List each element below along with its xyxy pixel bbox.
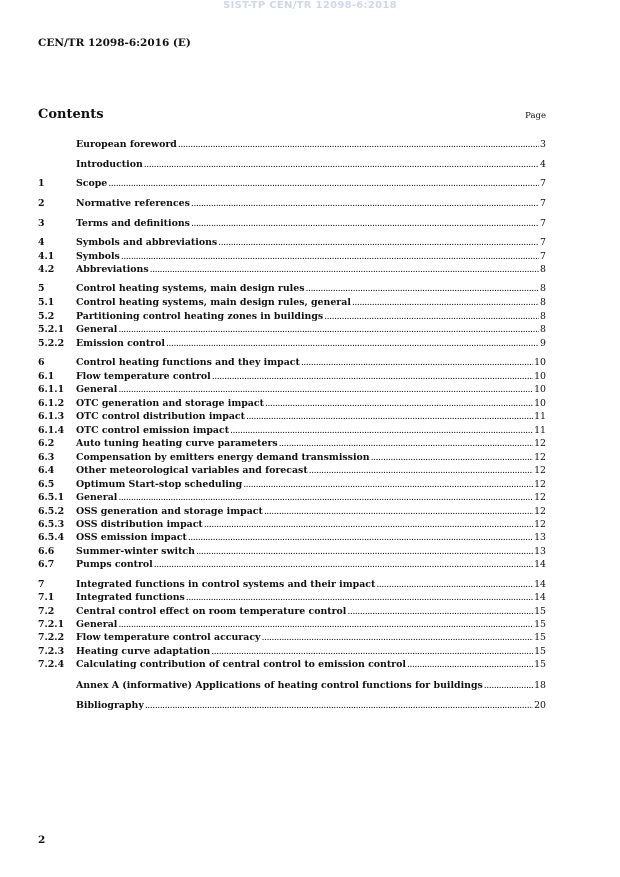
toc-entry[interactable] [38,197,546,211]
toc-entry-title[interactable]: Optimum Start-stop scheduling [76,479,243,490]
toc-entry-page: 15 [534,646,546,657]
dot-leader [196,545,533,559]
toc-entry-page: 15 [534,632,546,643]
toc-entry-page: 14 [534,579,546,590]
dot-leader [243,478,533,492]
toc-entry-title[interactable]: General [76,324,118,335]
toc-entry-number: 5.2.1 [38,324,65,335]
toc-entry-number: 7.2.3 [38,646,65,657]
toc-entry-number: 6.6 [38,546,55,557]
dot-leader [150,263,539,277]
page-number: 2 [38,834,46,846]
toc-entry-number: 6.5.2 [38,506,65,517]
toc-entry-title[interactable]: Abbreviations [76,264,149,275]
toc-entry[interactable] [38,618,546,632]
toc-entry-number: 5.2.2 [38,338,65,349]
toc-entry[interactable] [38,397,546,411]
toc-entry[interactable] [38,491,546,505]
toc-entry[interactable] [38,518,546,532]
toc-entry-page: 7 [540,218,546,229]
toc-entry-page: 12 [534,479,546,490]
toc-entry-title[interactable]: European foreword [76,139,177,150]
toc-entry[interactable] [38,478,546,492]
toc-entry[interactable] [38,424,546,438]
toc-entry-title[interactable]: Annex A (informative) Applications of heating control functions for buildings [76,680,483,691]
toc-entry-number: 6.5.3 [38,519,65,530]
toc-entry-title[interactable]: Normative references [76,198,190,209]
toc-entry-number: 1 [38,178,45,189]
toc-entry[interactable] [38,679,546,693]
toc-entry-number: 6.3 [38,452,55,463]
toc-entry-title[interactable]: Introduction [76,159,143,170]
toc-entry-title[interactable]: OSS generation and storage impact [76,506,263,517]
toc-entry-title[interactable]: Scope [76,178,108,189]
toc-entry-page: 12 [534,506,546,517]
toc-entry-title[interactable]: General [76,619,118,630]
dot-leader [407,658,533,672]
toc-entry-number: 5 [38,283,45,294]
toc-entry-number: 2 [38,198,45,209]
toc-entry-number: 4 [38,237,45,248]
contents-heading: Contents [38,107,104,122]
toc-entry-page: 10 [534,398,546,409]
toc-entry[interactable] [38,236,546,250]
dot-leader [265,397,533,411]
toc-entry-page: 15 [534,659,546,670]
toc-entry-page: 3 [540,139,546,150]
dot-leader [305,282,539,296]
toc-entry[interactable] [38,296,546,310]
dot-leader [484,679,533,693]
page-column-label: Page [525,111,546,121]
toc-entry-page: 13 [534,546,546,557]
toc-entry-number: 6.5.4 [38,532,65,543]
toc-entry-page: 12 [534,492,546,503]
toc-entry-number: 7.2.4 [38,659,65,670]
toc-entry-number: 6.1.1 [38,384,65,395]
toc-entry-title[interactable]: Summer-winter switch [76,546,195,557]
toc-entry-number: 4.1 [38,251,55,262]
dot-leader [191,197,539,211]
toc-entry[interactable] [38,578,546,592]
toc-entry[interactable] [38,217,546,231]
dot-leader [218,236,539,250]
toc-entry[interactable] [38,337,546,351]
dot-leader [212,370,533,384]
toc-entry-number: 7.2.2 [38,632,65,643]
toc-entry-number: 7 [38,579,45,590]
dot-leader [166,337,539,351]
toc-entry-page: 8 [540,324,546,335]
toc-entry-page: 7 [540,198,546,209]
toc-entry[interactable] [38,282,546,296]
toc-entry-page: 13 [534,532,546,543]
dot-leader [211,645,533,659]
toc-entry-number: 5.1 [38,297,55,308]
toc-entry[interactable] [38,631,546,645]
dot-leader [347,605,533,619]
toc-entry-title[interactable]: Symbols [76,251,120,262]
dot-leader [376,578,533,592]
toc-entry-title[interactable]: OSS emission impact [76,532,187,543]
toc-entry[interactable] [38,138,546,152]
dot-leader [121,250,539,264]
toc-entry[interactable] [38,323,546,337]
toc-entry[interactable] [38,356,546,370]
toc-entry-number: 6.1.3 [38,411,65,422]
toc-entry-title[interactable]: Symbols and abbreviations [76,237,218,248]
toc-entry-number: 6.1.2 [38,398,65,409]
dot-leader [118,491,533,505]
toc-entry-page: 8 [540,311,546,322]
toc-entry[interactable] [38,505,546,519]
dot-leader [246,410,533,424]
toc-entry-title[interactable]: Calculating contribution of central control to emission control [76,659,406,670]
toc-entry[interactable] [38,531,546,545]
dot-leader [204,518,533,532]
toc-entry-page: 12 [534,465,546,476]
dot-leader [154,558,533,572]
toc-entry-number: 6.1 [38,371,55,382]
toc-entry-number: 7.1 [38,592,55,603]
dot-leader [191,217,539,231]
toc-entry-page: 8 [540,297,546,308]
toc-entry[interactable] [38,699,546,713]
toc-entry-title[interactable]: Control heating systems, main design rules [76,283,305,294]
toc-entry-page: 11 [534,411,546,422]
toc-entry-title[interactable]: General [76,384,118,395]
toc-entry-number: 6.4 [38,465,55,476]
toc-entry[interactable] [38,263,546,277]
toc-entry-page: 15 [534,619,546,630]
toc-entry-page: 18 [534,680,546,691]
toc-entry[interactable] [38,177,546,191]
toc-entry-title[interactable]: Emission control [76,338,165,349]
toc-entry-number: 6.7 [38,559,55,570]
dot-leader [118,383,533,397]
toc-entry-page: 12 [534,438,546,449]
toc-entry-number: 6.5.1 [38,492,65,503]
toc-entry-page: 12 [534,519,546,530]
toc-entry-title[interactable]: Flow temperature control [76,371,211,382]
dot-leader [301,356,533,370]
toc-entry-page: 12 [534,452,546,463]
toc-entry-page: 11 [534,425,546,436]
toc-entry[interactable] [38,370,546,384]
toc-entry[interactable] [38,464,546,478]
dot-leader [178,138,539,152]
dot-leader [108,177,539,191]
toc-entry[interactable] [38,545,546,559]
dot-leader [186,591,533,605]
toc-entry[interactable] [38,410,546,424]
toc-entry-number: 6.1.4 [38,425,65,436]
toc-entry-page: 7 [540,237,546,248]
toc-entry-title[interactable]: Partitioning control heating zones in buildings [76,311,324,322]
toc-entry[interactable] [38,437,546,451]
dot-leader [279,437,533,451]
toc-entry-title[interactable]: Terms and definitions [76,218,190,229]
dot-leader [371,451,533,465]
toc-entry-title[interactable]: Heating curve adaptation [76,646,211,657]
dot-leader [309,464,533,478]
toc-entry-title[interactable]: Other meteorological variables and forecast [76,465,308,476]
toc-entry-title[interactable]: Control heating functions and they impact [76,357,300,368]
dot-leader [352,296,539,310]
toc-entry[interactable] [38,383,546,397]
toc-entry[interactable] [38,310,546,324]
toc-entry-title[interactable]: Central control effect on room temperature control [76,606,347,617]
dot-leader [264,505,533,519]
toc-entry-page: 7 [540,178,546,189]
toc-entry-title[interactable]: Pumps control [76,559,153,570]
toc-entry-number: 6.5 [38,479,55,490]
dot-leader [145,699,533,713]
toc-entry-page: 8 [540,264,546,275]
dot-leader [230,424,533,438]
toc-entry-title[interactable]: Integrated functions [76,592,185,603]
toc-entry-number: 3 [38,218,45,229]
toc-entry-title[interactable]: Control heating systems, main design rules, general [76,297,351,308]
toc-entry-title[interactable]: Bibliography [76,700,144,711]
toc-entry-page: 14 [534,559,546,570]
toc-entry-page: 10 [534,371,546,382]
dot-leader [118,323,539,337]
toc-entry-title[interactable]: Integrated functions in control systems and their impact [76,579,376,590]
toc-entry-page: 10 [534,357,546,368]
toc-entry[interactable] [38,451,546,465]
toc-entry-number: 7.2 [38,606,55,617]
dot-leader [144,158,539,172]
toc-entry[interactable] [38,558,546,572]
toc-entry-title[interactable]: Auto tuning heating curve parameters [76,438,278,449]
toc-entry[interactable] [38,250,546,264]
toc-entry-title[interactable]: OTC generation and storage impact [76,398,264,409]
toc-entry-number: 5.2 [38,311,55,322]
toc-entry-page: 8 [540,283,546,294]
toc-entry-page: 14 [534,592,546,603]
toc-entry[interactable] [38,605,546,619]
toc-entry[interactable] [38,645,546,659]
dot-leader [118,618,533,632]
toc-entry-number: 7.2.1 [38,619,65,630]
toc-entry-number: 4.2 [38,264,55,275]
toc-entry[interactable] [38,158,546,172]
toc-entry-page: 10 [534,384,546,395]
toc-entry[interactable] [38,591,546,605]
dot-leader [324,310,539,324]
dot-leader [261,631,533,645]
toc-entry-page: 7 [540,251,546,262]
toc-entry-title[interactable]: Compensation by emitters energy demand transmission [76,452,370,463]
toc-entry-number: 6.2 [38,438,55,449]
toc-entry-page: 20 [534,700,546,711]
toc-entry[interactable] [38,658,546,672]
toc-entry-title[interactable]: OSS distribution impact [76,519,203,530]
toc-entry-title[interactable]: Flow temperature control accuracy [76,632,261,643]
watermark: SIST-TP CEN/TR 12098-6:2018 [223,0,397,11]
dot-leader [188,531,533,545]
toc-entry-number: 6 [38,357,45,368]
toc-entry-page: 4 [540,159,546,170]
toc-entry-title[interactable]: OTC control distribution impact [76,411,245,422]
document-id: CEN/TR 12098-6:2016 (E) [38,37,191,49]
toc-entry-page: 9 [540,338,546,349]
toc-entry-page: 15 [534,606,546,617]
toc-entry-title[interactable]: General [76,492,118,503]
toc-entry-title[interactable]: OTC control emission impact [76,425,230,436]
